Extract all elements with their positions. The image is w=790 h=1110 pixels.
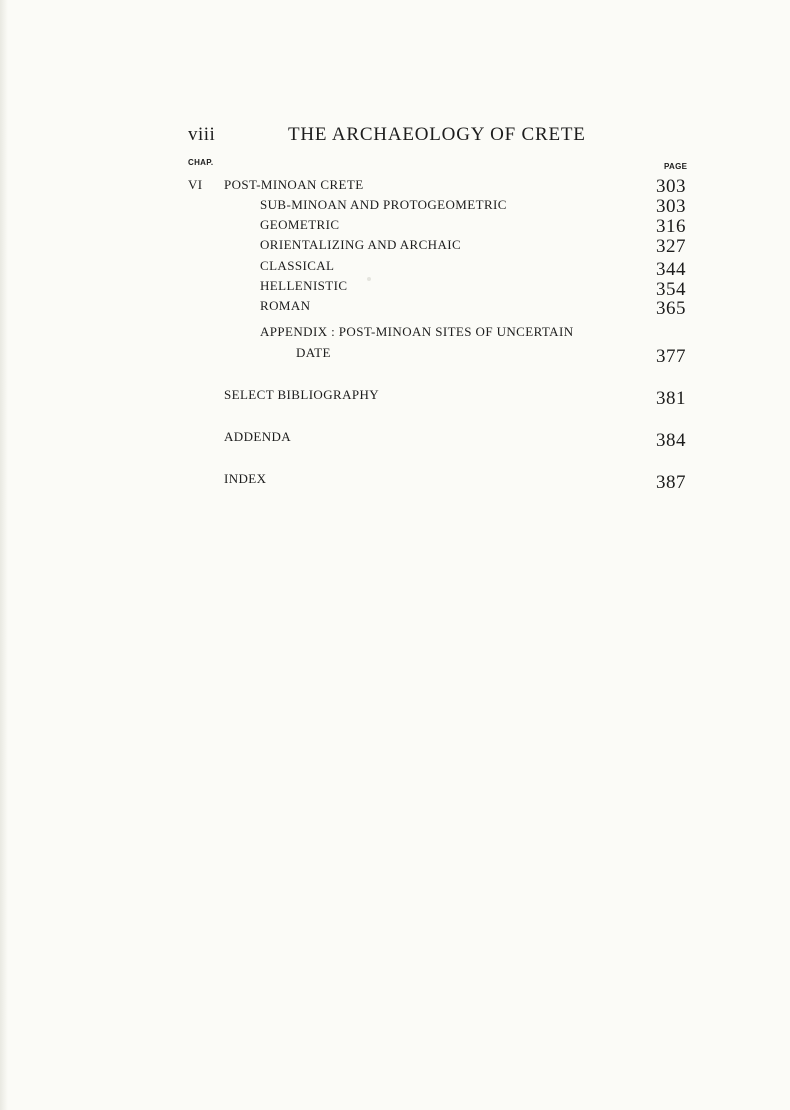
page-folio: viii <box>188 124 216 145</box>
toc-entry-sub-minoan: SUB-MINOAN AND PROTOGEOMETRIC <box>260 197 507 212</box>
toc-entry-addenda: ADDENDA <box>224 429 292 444</box>
toc-entry-appendix: APPENDIX : POST-MINOAN SITES OF UNCERTAIN <box>260 324 574 339</box>
toc-entry-hellenistic: HELLENISTIC <box>260 278 348 293</box>
toc-entry-classical: CLASSICAL <box>260 258 335 273</box>
chapter-number: VI <box>188 177 203 192</box>
toc-entry-post-minoan-crete: POST-MINOAN CRETE <box>224 177 364 192</box>
toc-entry-roman: ROMAN <box>260 298 311 313</box>
toc-page-orientalizing: 327 <box>656 236 686 257</box>
toc-entry-appendix-continued: DATE <box>296 345 331 360</box>
chapter-column-label: CHAP. <box>188 158 214 167</box>
toc-page-appendix: 377 <box>656 346 686 367</box>
page-column-label: PAGE <box>664 162 688 171</box>
page-gutter-shadow <box>0 0 8 1110</box>
toc-entry-geometric: GEOMETRIC <box>260 217 340 232</box>
toc-entry-select-bibliography: SELECT BIBLIOGRAPHY <box>224 387 380 402</box>
toc-entry-orientalizing: ORIENTALIZING AND ARCHAIC <box>260 237 462 252</box>
toc-page-addenda: 384 <box>656 430 686 451</box>
toc-page-sub-minoan: 303 <box>656 196 686 217</box>
toc-page-select-bibliography: 381 <box>656 388 686 409</box>
toc-page-post-minoan-crete: 303 <box>656 176 686 197</box>
toc-entry-index: INDEX <box>224 471 267 486</box>
paper-speck <box>367 277 371 281</box>
toc-page-hellenistic: 354 <box>656 279 686 300</box>
toc-page-index: 387 <box>656 472 686 493</box>
toc-page-roman: 365 <box>656 298 686 319</box>
toc-page-classical: 344 <box>656 259 686 280</box>
running-title: THE ARCHAEOLOGY OF CRETE <box>288 124 586 145</box>
toc-page-geometric: 316 <box>656 216 686 237</box>
